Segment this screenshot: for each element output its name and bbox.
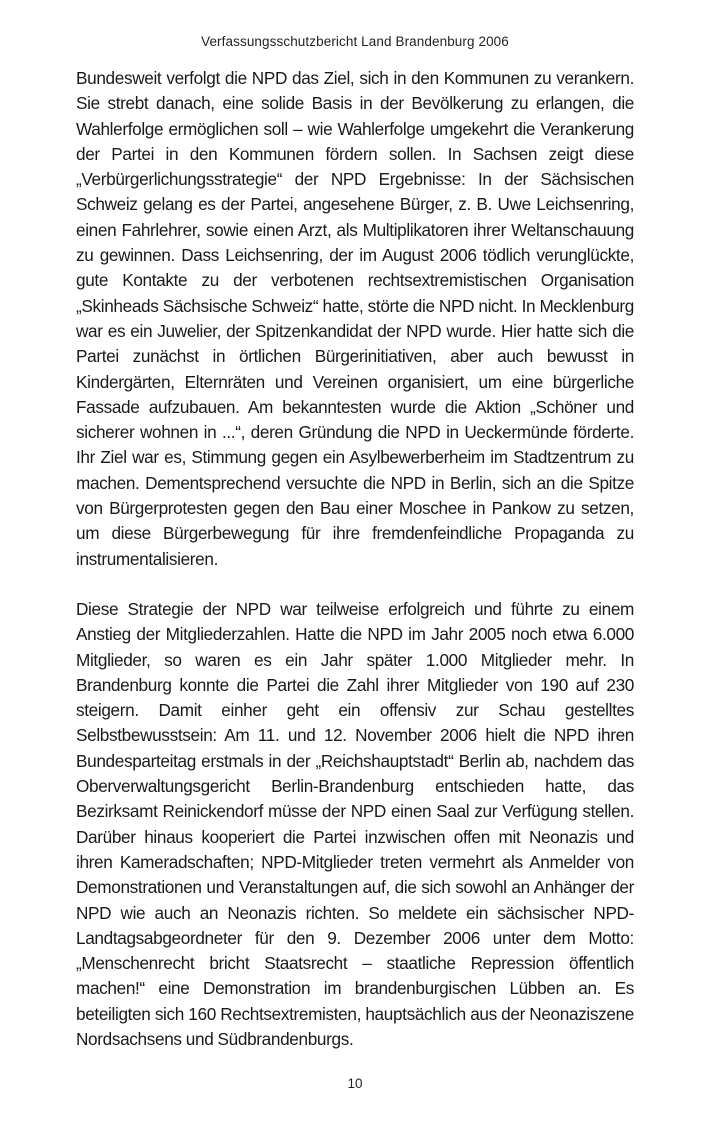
page-number: 10 [347,1076,363,1091]
body-paragraph-1: Bundesweit verfolgt die NPD das Ziel, sich in den Kommunen zu verankern. Sie strebt danach, eine solide Basis in der Bevölkerung zu erlangen, die Wahlerfolge ermöglichen soll – wie Wahlerfolge umgekehrt die Verankerung der Partei in den Kommunen fördern sollen. In Sachsen zeigt diese „Verbürgerlichungsstrategie“ der NPD Ergebnisse: In der Sächsischen Schweiz gelang es der Partei, angesehene Bürger, z. B. Uwe Leichsenring, einen Fahrlehrer, sowie einen Arzt, als Multiplikatoren ihrer Weltanschauung zu gewinnen. Dass Leichsenring, der im August 2006 tödlich verunglückte, gute Kontakte zu der verbotenen rechtsextremistischen Organisation „Skinheads Sächsische Schweiz“ hatte, störte die NPD nicht. In Mecklenburg war es ein Juwelier, der Spitzenkandidat der NPD wurde. Hier hatte sich die Partei zunächst in örtlichen Bürgerinitiativen, aber auch bewusst in Kindergärten, Elternräten und Vereinen organisiert, um eine bürgerliche Fassade aufzubauen. Am bekanntesten wurde die Aktion „Schöner und sicherer wohnen in ...“, deren Gründung die NPD in Ueckermünde förderte. Ihr Ziel war es, Stimmung gegen ein Asylbewerberheim im Stadtzentrum zu machen. Dementsprechend versuchte die NPD in Berlin, sich an die Spitze von Bürgerprotesten gegen den Bau einer Moschee in Pankow zu setzen, um diese Bürgerbewegung für ihre fremdenfeindliche Propaganda zu instrumentalisieren. [76,68,634,569]
running-header: Verfassungsschutzbericht Land Brandenburg 2006 [201,34,509,49]
body-paragraph-2: Diese Strategie der NPD war teilweise erfolgreich und führte zu einem Anstieg der Mitgliederzahlen. Hatte die NPD im Jahr 2005 noch etwa 6.000 Mitglieder, so waren es ein Jahr später 1.000 Mitglieder mehr. In Brandenburg konnte die Partei die Zahl ihrer Mitglieder von 190 auf 230 steigern. Damit einher geht ein offensiv zur Schau gestelltes Selbstbewusstsein: Am 11. und 12. November 2006 hielt die NPD ihren Bundesparteitag erstmals in der „Reichshauptstadt“ Berlin ab, nachdem das Oberverwaltungsgericht Berlin-Brandenburg entschieden hatte, das Bezirksamt Reinickendorf müsse der NPD einen Saal zur Verfügung stellen. Darüber hinaus kooperiert die Partei inzwischen offen mit Neonazis und ihren Kameradschaften; NPD-Mitglieder treten vermehrt als Anmelder von Demonstrationen und Veranstaltungen auf, die sich sowohl an Anhänger der NPD wie auch an Neonazis richten. So meldete ein sächsischer NPD-Landtagsabgeordneter für den 9. Dezember 2006 unter dem Motto: „Menschenrecht bricht Staatsrecht – staatliche Repression öffentlich machen!“ eine Demonstration im brandenburgischen Lübben an. Es beteiligten sich 160 Rechtsextremisten, hauptsächlich aus der Neonaziszene Nordsachsens und Südbrandenburgs. [76,599,634,1050]
